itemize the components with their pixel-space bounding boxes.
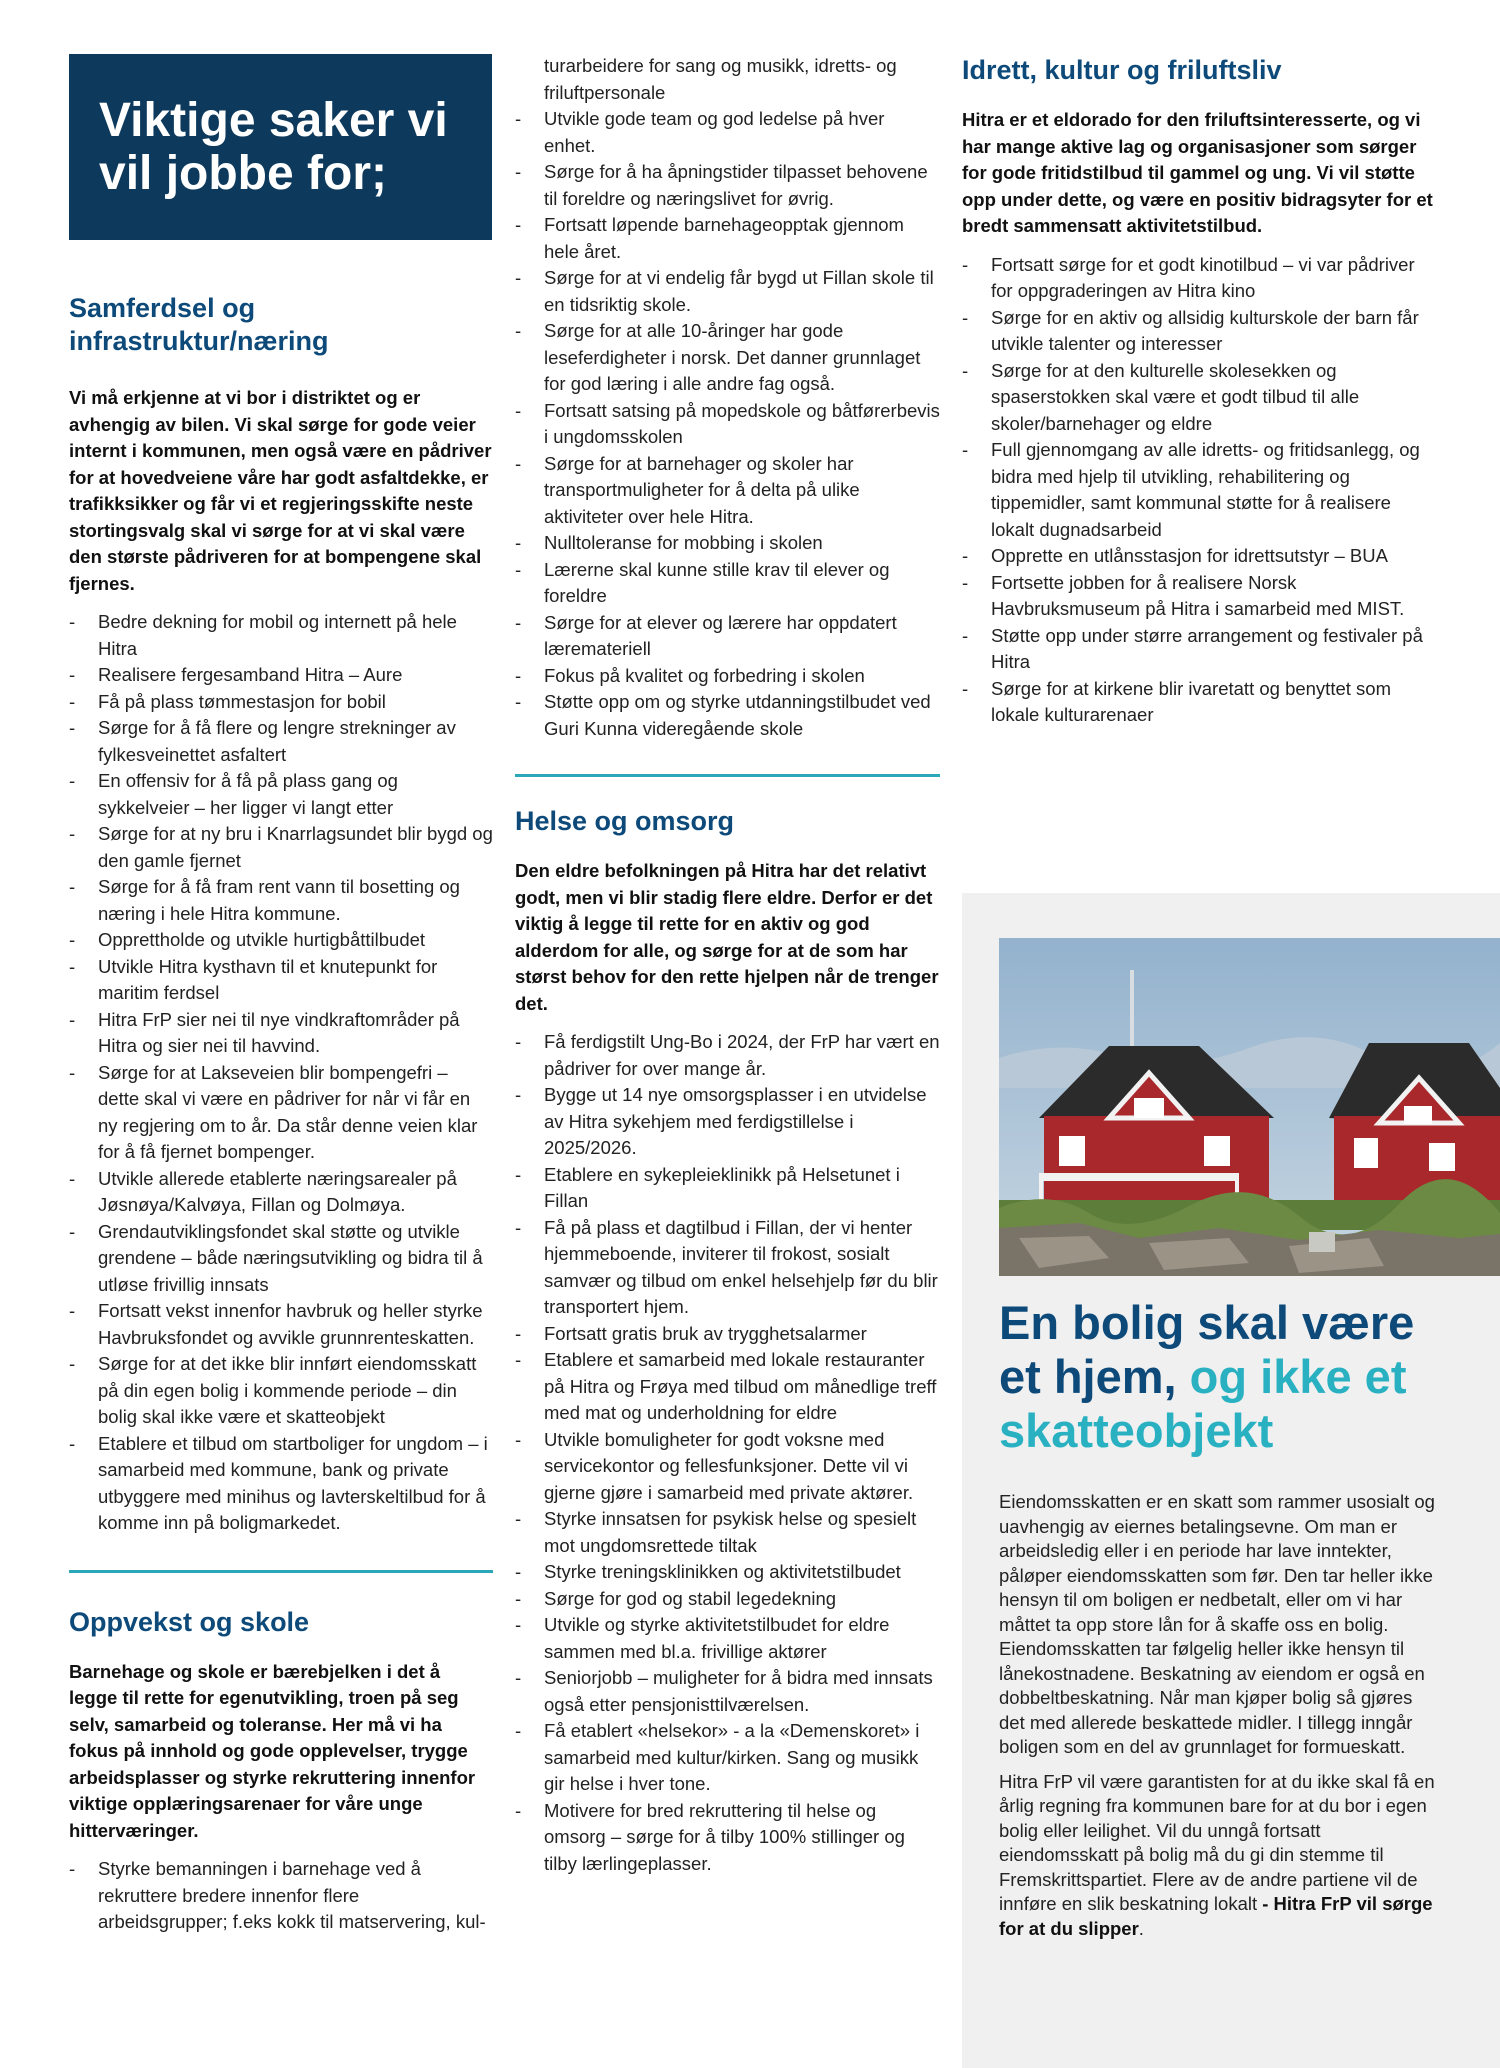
list-item: - Styrke bemanningen i barnehage ved å rekruttere bredere innenfor flere arbeidsgrupper; f.eks kokk til matservering, kul- (69, 1856, 493, 1936)
column-1 (69, 0, 493, 1936)
list-item: - Bygge ut 14 nye omsorgsplasser i en utvidelse av Hitra sykehjem med ferdigstillelse i 2025/2026. (515, 1082, 940, 1162)
list-item: - Realisere fergesamband Hitra – Aure (69, 662, 493, 689)
list-item: - Sørge for at det ikke blir innført eiendomsskatt på din egen bolig i kommende periode – din bolig skal ikke være et skatteobjekt (69, 1351, 493, 1431)
list-item: - Fortsatt løpende barnehageopptak gjennom hele året. (515, 212, 940, 265)
list-item: - Styrke treningsklinikken og aktivitetstilbudet (515, 1559, 940, 1586)
bolig-heading-main: En bolig skal være et hjem, (999, 1296, 1415, 1403)
list-item: - Sørge for at ny bru i Knarrlagsundet blir bygd og den gamle fjernet (69, 821, 493, 874)
list-item: - Nulltoleranse for mobbing i skolen (515, 530, 940, 557)
list-item: - Styrke innsatsen for psykisk helse og spesielt mot ungdomsrettede tiltak (515, 1506, 940, 1559)
list-item: - Sørge for at den kulturelle skolesekken og spaserstokken skal være et godt tilbud til alle skoler/barnehager og eldre (962, 358, 1438, 438)
page-title: Viktige saker vi vil jobbe for; (99, 94, 448, 200)
list-item: - Utvikle allerede etablerte næringsarealer på Jøsnøya/Kalvøya, Fillan og Dolmøya. (69, 1166, 493, 1219)
list-item: - Lærerne skal kunne stille krav til elever og foreldre (515, 557, 940, 610)
list-item: - Grendautviklingsfondet skal støtte og utvikle grendene – både næringsutvikling og bidra til å utløse frivillig innsats (69, 1219, 493, 1299)
bolig-paragraph-2-end: . (1138, 1917, 1144, 1939)
oppvekst-intro: Barnehage og skole er bærebjelken i det å legge til rette for egenutvikling, troen på seg selv, samarbeid og toleranse. Her må vi ha fokus på innhold og gode opplevelser, trygge arbeidsplasser og styrke rekruttering innenfor viktige opplæringsarenaer for våre unge hitterværinger. (69, 1660, 476, 1841)
samferdsel-heading: Samferdsel og infrastruktur/næring (69, 293, 329, 356)
bolig-paragraph-2-bold: - Hitra FrP vil sørge for at du slipper (999, 1893, 1433, 1939)
samferdsel-intro: Vi må erkjenne at vi bor i distriktet og er avhengig av bilen. Vi skal sørge for gode veier internt i kommunen, men også være en pådriver for at hovedveiene våre har godt asfaltdekke, er trafikksikker og får vi et regjeringsskifte neste stortingsvalg skal vi sørge for at vi skal være den største pådriveren for at bompengene skal fjernes. (69, 387, 492, 594)
bolig-heading-accent: og ikke et skatteobjekt (999, 1350, 1407, 1457)
helse-heading: Helse og omsorg (515, 806, 735, 836)
list-item: - Fortsette jobben for å realisere Norsk Havbruksmuseum på Hitra i samarbeid med MIST. (962, 570, 1438, 623)
list-item-continuation (515, 53, 940, 106)
oppvekst-list (69, 1856, 493, 1936)
list-item: - Sørge for at alle 10-åringer har gode leseferdigheter i norsk. Det danner grunnlaget for god læring i alle andre fag også. (515, 318, 940, 398)
list-item: - Seniorjobb – muligheter for å bidra med innsats også etter pensjonisttilværelsen. (515, 1665, 940, 1718)
column-3 (962, 0, 1438, 729)
bolig-paragraph-2 (999, 1770, 1441, 1942)
list-item: - En offensiv for å få på plass gang og sykkelveier – her ligger vi langt etter (69, 768, 493, 821)
idrett-list (962, 252, 1438, 729)
list-item: - Hitra FrP sier nei til nye vindkraftområder på Hitra og sier nei til havvind. (69, 1007, 493, 1060)
list-item: - Sørge for å få fram rent vann til bosetting og næring i hele Hitra kommune. (69, 874, 493, 927)
list-item: - Fortsatt sørge for et godt kinotilbud – vi var pådriver for oppgraderingen av Hitra kino (962, 252, 1438, 305)
list-item: - Få ferdigstilt Ung-Bo i 2024, der FrP har vært en pådriver for over mange år. (515, 1029, 940, 1082)
bolig-paragraph-1: Eiendomsskatten er en skatt som rammer usosialt og uavhengig av eiernes betalingsevne. Om man er arbeidsledig eller i en periode har lave inntekter, påløper eiendomsskatten som før. Den tar heller ikke hensyn til om boligen er nedbetalt, eller om vi har måttet ta opp store lån for å skaffe oss en bolig. Eiendomsskatten tar følgelig heller ikke hensyn til lånekostnadene. Beskatning av eiendom er også en dobbeltbeskatning. Når man kjøper bolig så gjøres det med allerede beskattede midler. I tillegg inngår boligen som en del av grunnlaget for formueskatt. (999, 1491, 1435, 1757)
list-item: - Full gjennomgang av alle idretts- og fritidsanlegg, og bidra med hjelp til utvikling, rehabilitering og tippemidler, samt kommunal støtte for å realisere lokalt dugnadsarbeid (962, 437, 1438, 543)
list-item: - Sørge for at vi endelig får bygd ut Fillan skole til en tidsriktig skole. (515, 265, 940, 318)
helse-list (515, 1029, 940, 1877)
list-item: - Utvikle bomuligheter for godt voksne med servicekontor og fellesfunksjoner. Dette vil vi gjerne gjøre i samarbeid med private aktører. (515, 1427, 940, 1507)
helse-intro: Den eldre befolkningen på Hitra har det relativt godt, men vi blir stadig flere eldre. Derfor er det viktig å legge til rette for en aktiv og god alderdom for alle, og sørge for at de som har størst behov for den rette hjelpen når de trenger det. (515, 860, 939, 1014)
list-item: - Sørge for å få flere og lengre strekninger av fylkesveinettet asfaltert (69, 715, 493, 768)
list-item: - Etablere en sykepleieklinikk på Helsetunet i Fillan (515, 1162, 940, 1215)
idrett-intro: Hitra er et eldorado for den friluftsinteresserte, og vi har mange aktive lag og organisasjoner som sørger for gode fritidstilbud til gammel og ung. Vi vil støtte opp under dette, og være en positiv bidragsyter for et bredt sammensatt aktivitetstilbud. (962, 109, 1433, 236)
idrett-heading: Idrett, kultur og friluftsliv (962, 55, 1282, 85)
list-item: - Sørge for at Lakseveien blir bompengefri – dette skal vi være en pådriver for når vi får en ny regjering om to år. Da står denne veien klar for å få fjernet bompenger. (69, 1060, 493, 1166)
list-item: - Motivere for bred rekruttering til helse og omsorg – sørge for å tilby 100% stillinger og tilby lærlingeplasser. (515, 1798, 940, 1878)
list-item: - Etablere et samarbeid med lokale restauranter på Hitra og Frøya med tilbud om månedlige treff med mat og underholdning for eldre (515, 1347, 940, 1427)
samferdsel-list (69, 609, 493, 1537)
list-item: - Utvikle Hitra kysthavn til et knutepunkt for maritim ferdsel (69, 954, 493, 1007)
list-item: - Bedre dekning for mobil og internett på hele Hitra (69, 609, 493, 662)
list-item: - Sørge for god og stabil legedekning (515, 1586, 940, 1613)
list-item: - Sørge for å ha åpningstider tilpasset behovene til foreldre og næringslivet for øvrig. (515, 159, 940, 212)
bolig-text (999, 1490, 1441, 1951)
list-item: - Få etablert «helsekor» - a la «Demenskoret» i samarbeid med kultur/kirken. Sang og musikk gir helse i hver tone. (515, 1718, 940, 1798)
list-item: - Sørge for en aktiv og allsidig kulturskole der barn får utvikle talenter og interesser (962, 305, 1438, 358)
list-item: - Sørge for at barnehager og skoler har transportmuligheter for å delta på ulike aktiviteter over hele Hitra. (515, 451, 940, 531)
house-photo (999, 938, 1500, 1276)
list-item: - Etablere et tilbud om startboliger for ungdom – i samarbeid med kommune, bank og private utbyggere med minihus og lavterskeltilbud for å komme inn på boligmarkedet. (69, 1431, 493, 1537)
list-item: - Sørge for at kirkene blir ivaretatt og benyttet som lokale kulturarenaer (962, 676, 1438, 729)
list-item: - Støtte opp om og styrke utdanningstilbudet ved Guri Kunna videregående skole (515, 689, 940, 742)
continued-text: turarbeidere for sang og musikk, idretts- og friluftpersonale (544, 55, 897, 103)
list-item: - Fortsatt satsing på mopedskole og båtførerbevis i ungdomsskolen (515, 398, 940, 451)
list-item: - Utvikle gode team og god ledelse på hver enhet. (515, 106, 940, 159)
list-item: - Få på plass tømmestasjon for bobil (69, 689, 493, 716)
list-item: - Opprette en utlånsstasjon for idrettsutstyr – BUA (962, 543, 1438, 570)
list-item: - Opprettholde og utvikle hurtigbåttilbudet (69, 927, 493, 954)
bolig-heading (999, 1296, 1469, 1458)
column-2 (515, 0, 940, 1877)
list-item: - Fortsatt vekst innenfor havbruk og heller styrke Havbruksfondet og avvikle grunnrenteskatten. (69, 1298, 493, 1351)
list-item: - Fokus på kvalitet og forbedring i skolen (515, 663, 940, 690)
list-item: - Støtte opp under større arrangement og festivaler på Hitra (962, 623, 1438, 676)
oppvekst-heading: Oppvekst og skole (69, 1606, 310, 1637)
list-item: - Utvikle og styrke aktivitetstilbudet for eldre sammen med bl.a. frivillige aktører (515, 1612, 940, 1665)
list-item: - Få på plass et dagtilbud i Fillan, der vi henter hjemmeboende, inviterer til frokost, sosialt samvær og tilbud om enkel helsehjelp før du blir transportert hjem. (515, 1215, 940, 1321)
oppvekst-list-continued (515, 53, 940, 742)
bolig-paragraph-2-text: Hitra FrP vil være garantisten for at du ikke skal få en årlig regning fra kommunen bare for at du bor i egen bolig eller leilighet. Vil du unngå fortsatt eiendomsskatt på bolig må du gi din stemme til Fremskrittspartiet. Flere av de andre partiene vil de innføre en slik beskatning lokalt (999, 1770, 1435, 1914)
list-item: - Fortsatt gratis bruk av trygghetsalarmer (515, 1321, 940, 1348)
list-item: - Sørge for at elever og lærere har oppdatert læremateriell (515, 610, 940, 663)
